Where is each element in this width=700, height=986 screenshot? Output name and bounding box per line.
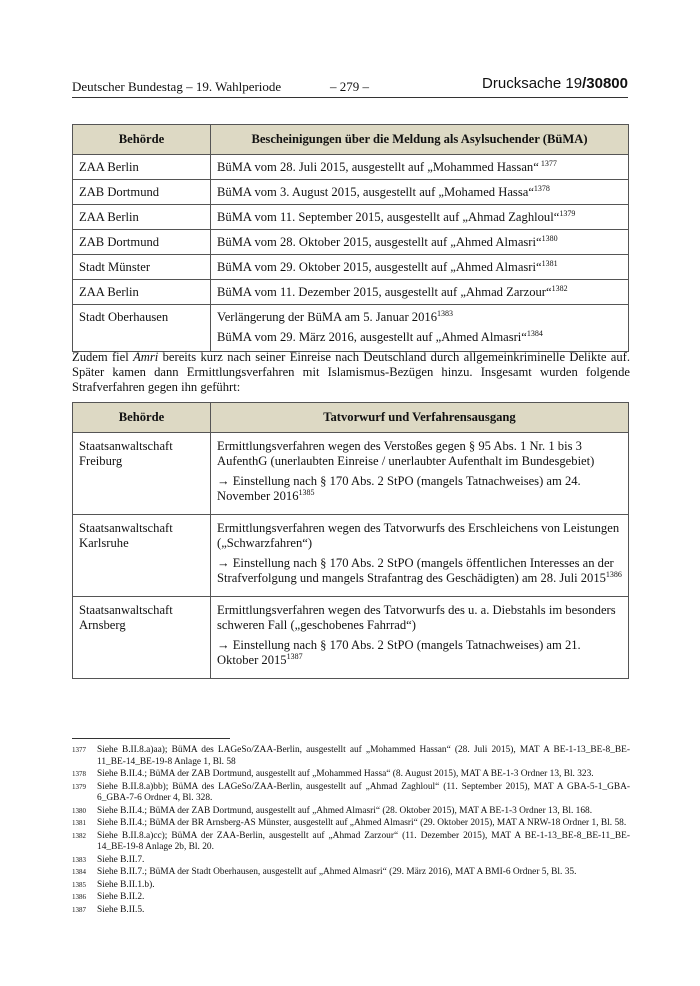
footnote-text: Siehe B.II.7.; BüMA der Stadt Oberhausen, ausgestellt auf „Ahmed Almasri“ (29. März 2016), MAT A BMI-6 Ordner 5, Bl. 35. [97,867,577,877]
footnote-ref: 1385 [298,487,315,497]
document-number: Drucksache 19/30800 [482,75,628,92]
charge-text: Ermittlungsverfahren wegen des Verstoßes gegen § 95 Abs. 1 Nr. 1 bis 3 AufenthG (unerlaubten Einreise / unerlaubter Aufenthalt im Bundesgebiet) [217,439,595,468]
header-publication: Deutscher Bundestag – 19. Wahlperiode [72,79,282,94]
footnote [72,831,630,854]
footnote-text: Siehe B.II.7. [97,854,145,865]
proceeding-cell [211,433,629,515]
buema-cell: BüMA vom 29. Oktober 2015, ausgestellt auf „Ahmed Almasri“$^{1381}$ [211,255,629,280]
buema-cell: BüMA vom 3. August 2015, ausgestellt auf „Mohamed Hassa“$^{1378}$ [211,180,629,205]
buema-cell: BüMA vom 28. Juli 2015, ausgestellt auf „Mohammed Hassan“ $^{1377}$ [211,155,629,180]
footnote-text: Siehe B.II.8.a)bb); BüMA des LAGeSo/ZAA-Berlin, ausgestellt auf „Ahmad Zaghloul“ (11. September 2015), MAT A GBA-5-1_GBA-6_GBA-7-6 Ordner 4, Bl. 328. [97,781,630,803]
footnote [72,880,630,892]
proceedings-table [72,402,629,679]
table-header-row [73,403,629,433]
page-number: – 279 – [330,79,369,94]
footnote [72,769,630,781]
footnotes [72,745,630,917]
footnote-ref: 1377 [538,158,557,168]
charge-text: Ermittlungsverfahren wegen des Tatvorwurfs des u. a. Diebstahls im besonders schweren Fall („geschobenes Fahrrad“) [217,603,616,632]
footnote-ref: 1387 [286,651,303,661]
outcome-text: → Einstellung nach § 170 Abs. 2 StPO (mangels öffentlichen Interesses an der Strafverfolgung und mangels Strafantrag des Geschädigten) am 28. Juli $2015^{1386}$ [217,556,622,585]
table-row [73,180,629,205]
footnote [72,818,630,830]
footnote-ref: 1379 [559,208,576,218]
footnote-text: Siehe B.II.5. [97,904,145,915]
outcome-text: → Einstellung nach § 170 Abs. 2 StPO (mangels Tatnachweises) am 21. Oktober $2015^{1387}$ [217,638,581,667]
footnote-number: 1386 [72,893,86,901]
footnote-ref: 1378 [533,183,550,193]
page-header [72,77,628,98]
authority-cell: Staatsanwaltschaft Freiburg [73,433,211,515]
footnote [72,892,630,904]
footnote [72,867,630,879]
footnote-number: 1384 [72,868,86,876]
column-header-buema: Bescheinigungen über die Meldung als Asylsuchender (BüMA) [211,125,629,155]
footnote-text: Siehe B.II.1.b). [97,879,155,890]
column-header-authority: Behörde [73,125,211,155]
table-header-row [73,125,629,155]
footnote-ref: 1383 [437,308,453,318]
footnote-number: 1382 [72,831,86,840]
charge-text: Ermittlungsverfahren wegen des Tatvorwurfs des Erschleichens von Leistungen („Schwarzfahren“) [217,521,620,550]
footnote-number: 1380 [72,806,86,815]
authority-cell: ZAA Berlin [73,205,211,230]
proceeding-cell [211,597,629,679]
authority-cell: Stadt Oberhausen [73,305,211,352]
footnote-number: 1378 [72,770,86,778]
column-header-authority: Behörde [73,403,211,433]
footnote-number: 1379 [72,782,86,791]
buema-cell: BüMA vom 11. September 2015, ausgestellt auf „Ahmad Zaghloul“$^{1379}$ [211,205,629,230]
buema-cell: BüMA vom 11. Dezember 2015, ausgestellt auf „Ahmad Zarzour“$^{1382}$ [211,280,629,305]
authority-cell: Stadt Münster [73,255,211,280]
extension-line: Verlängerung der BüMA am 5. Januar $2016^{1383}$ [217,308,453,324]
footnote-text: Siehe B.II.2. [97,892,145,902]
buema-cell: BüMA vom 28. Oktober 2015, ausgestellt auf „Ahmed Almasri“$^{1380}$ [211,230,629,255]
table-row [73,205,629,230]
footnote-number: 1381 [72,819,86,827]
footnote-ref: 1382 [551,283,568,293]
authority-cell: ZAB Dortmund [73,180,211,205]
footnote-number: 1377 [72,746,86,754]
authority-cell: Staatsanwaltschaft Arnsberg [73,597,211,679]
footnote-number: 1387 [72,905,86,914]
footnote [72,745,630,768]
table-row [73,255,629,280]
proceeding-cell [211,515,629,597]
footnote-divider [72,738,230,739]
footnote-text: Siehe B.II.4.; BüMA der ZAB Dortmund, ausgestellt auf „Mohammed Hassa“ (8. August 2015), MAT A BE-1-3 Ordner 13, Bl. 323. [97,769,594,779]
authority-cell: ZAB Dortmund [73,230,211,255]
footnote-number: 1383 [72,855,86,864]
table-row [73,597,629,679]
footnote [72,855,630,867]
footnote-ref: 1380 [541,233,558,243]
footnote-ref: 1386 [605,569,622,579]
table-row [73,155,629,180]
footnote-text: Siehe B.II.8.a)cc); BüMA der ZAA-Berlin, ausgestellt auf „Ahmad Zarzour“ (11. Dezember 2015), MAT A BE-1-13_BE-8_BE-11_BE-14_BE-19-8 Anlage 2b, Bl. 20. [97,830,630,852]
footnote [72,905,630,917]
intro-paragraph: Zudem fiel Amri bereits kurz nach seiner Einreise nach Deutschland durch allgemeinkriminelle Delikte auf. Später kamen dann Ermittlungsverfahren mit Islamismus-Bezügen hinzu. Insgesamt wurden folgende Strafverfahren gegen ihn geführt: [72,350,630,394]
footnote-ref: 1381 [541,258,558,268]
table-row [73,280,629,305]
outcome-text: → Einstellung nach § 170 Abs. 2 StPO (mangels Tatnachweises) am 24. November $2016^{1385}$ [217,474,581,503]
buema-cell [211,305,629,352]
footnote-ref: 1384 [526,328,543,338]
table-row [73,230,629,255]
footnote [72,782,630,805]
footnote-text: Siehe B.II.4.; BüMA der BR Arnsberg-AS Münster, ausgestellt auf „Ahmed Almasri“ (29. Oktober 2015), MAT A NRW-18 Ordner 1, Bl. 58. [97,818,627,828]
footnote-text: Siehe B.II.8.a)aa); BüMA des LAGeSo/ZAA-Berlin, ausgestellt auf „Mohammed Hassan“ (28. Juli 2015), MAT A BE-1-13_BE-8_BE-11_BE-14_BE-19-8 Anlage 1, Bl. 58 [97,745,630,767]
footnote [72,806,630,818]
authority-cell: Staatsanwaltschaft Karlsruhe [73,515,211,597]
authority-cell: ZAA Berlin [73,280,211,305]
table-row [73,433,629,515]
column-header-charges: Tatvorwurf und Verfahrensausgang [211,403,629,433]
buema-line: BüMA vom 29. März 2016, ausgestellt auf „Ahmed Almasri“$^{1384}$ [217,328,543,344]
authority-cell: ZAA Berlin [73,155,211,180]
table-row [73,305,629,352]
table-row [73,515,629,597]
name-emphasis: Amri [133,350,159,364]
buema-table [72,124,629,352]
footnote-number: 1385 [72,880,86,889]
footnote-text: Siehe B.II.4.; BüMA der ZAB Dortmund, ausgestellt auf „Ahmed Almasri“ (28. Oktober 2015), MAT A BE-1-3 Ordner 13, Bl. 168. [97,805,593,816]
